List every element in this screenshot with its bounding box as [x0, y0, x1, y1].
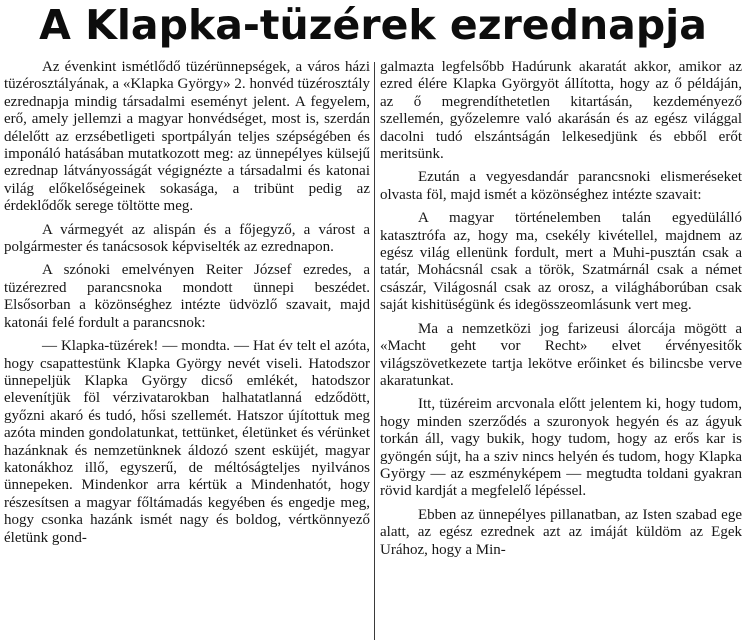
paragraph-declaration: Itt, tüzéreim arcvonala előtt jelentem ki, hogy tudom, hogy minden szerződés a szuronyok hegyén és az ágyuk torkán áll, vagy bukik, hogy tudom, hogy az erős kar is gyöngén sújt, ha a sziv nincs helyén és tudom, hogy Klapka György — az eszményképem — megtudta toldani gyakran rövid kardját a megfelelő lépéssel.: [380, 396, 742, 500]
paragraph-officials: A vármegyét az alispán és a főjegyző, a várost a polgármester és tanácsosok képviselték az ezrednapon.: [4, 221, 370, 256]
paragraph-intro: Az évenkint ismétlődő tüzérünnepségek, a város házi tüzérosztályának, a «Klapka György» 2. honvéd tüzérosztály ezrednapja mindig társadalmi eseményt jelent. A fegyelem, erő, amely jellemzi a magyar honvédséget, most is, szerdán délelőtt az erzsébetligeti sportpályán teljes szépségében és imponáló hatásában mutatkozott meg: az ünnepélyes külsejű ezrednap látványosságát végignézte a társadalmi és katonai világ előkelőségeinek sokasága, a tribünt pedig az érdeklődők serege töltötte meg.: [4, 59, 370, 215]
column-divider: [374, 62, 375, 640]
article-column-left: [4, 59, 370, 640]
paragraph-international-law: Ma a nemzetközi jog farizeusi álorcája mögött a «Macht geht vor Recht» elvet érvényesitők világszövetkezete tartja lekötve erőinket és bilincsbe verve akaratunkat.: [380, 320, 742, 389]
article-headline: A Klapka-tüzérek ezrednapja: [39, 1, 707, 49]
paragraph-prayer: Ebben az ünnepélyes pillanatban, az Isten szabad ege alatt, az egész ezrednek azt az imáját küldöm az Egek Urához, hogy a Min-: [380, 506, 742, 558]
paragraph-speaker: A szónoki emelvényen Reiter József ezredes, a tüzérezred parancsnoka mondott ünnepi beszédet. Elsősorban a közönséghez intézte üdvözlő szavait, majd katonái felé fordult a parancsnok:: [4, 262, 370, 331]
paragraph-speech-start: — Klapka-tüzérek! — mondta. — Hat év telt el azóta, hogy csapattestünk Klapka György nevét viseli. Hatodszor ünnepeljük Klapka György dicső emlékét, hatodszor elevenítjük föl vérzivatarokban halhatatlanná edződött, győzni akaró és tudó, hősi szellemét. Hatszor újítottuk meg azóta minden gondolatunkat, tettünket, életünket és vérünket hazánknak és nemzetünknek áldozó szent esküjét, magyar katonákhoz illő, egyszerű, de méltóságteljes nyilvános ünnepeken. Mindenkor arra kértük a Mindenhatót, hogy részesítsen a magyar főltámadás kegyében és engedje meg, hogy csonka hazánk ismét nagy és boldog, vértkönnyező életünk gond-: [4, 338, 370, 546]
article-column-right: [380, 59, 742, 640]
paragraph-awards: Ezután a vegyesdandár parancsnoki elismeréseket olvasta föl, majd ismét a közönséghez intézte szavait:: [380, 169, 742, 203]
paragraph-speech-continued: galmazta legfelsőbb Hadúrunk akaratát akkor, amikor az ezred élére Klapka Györgyöt állította, hogy az ő példáján, az ő megrendíthetetlen kitartásán, kezdeményező szellemén, győzelemre való akarásán és az egész világgal dacolni tudó elszántságán lelkesedjünk és ebből erőt meritsünk.: [380, 59, 742, 163]
paragraph-history: A magyar történelemben talán egyedülálló katasztrófa az, hogy ma, csekély kivétellel, majdnem az egész világ ellenünk fordult, mert a Muhi-pusztán csak a tatár, Mohácsnál csak a török, Szatmárnál csak a német császár, Világosnál csak az orosz, a világháborúban csak saját kishitüségünk és idegösszeomlásunk vert meg.: [380, 210, 742, 314]
